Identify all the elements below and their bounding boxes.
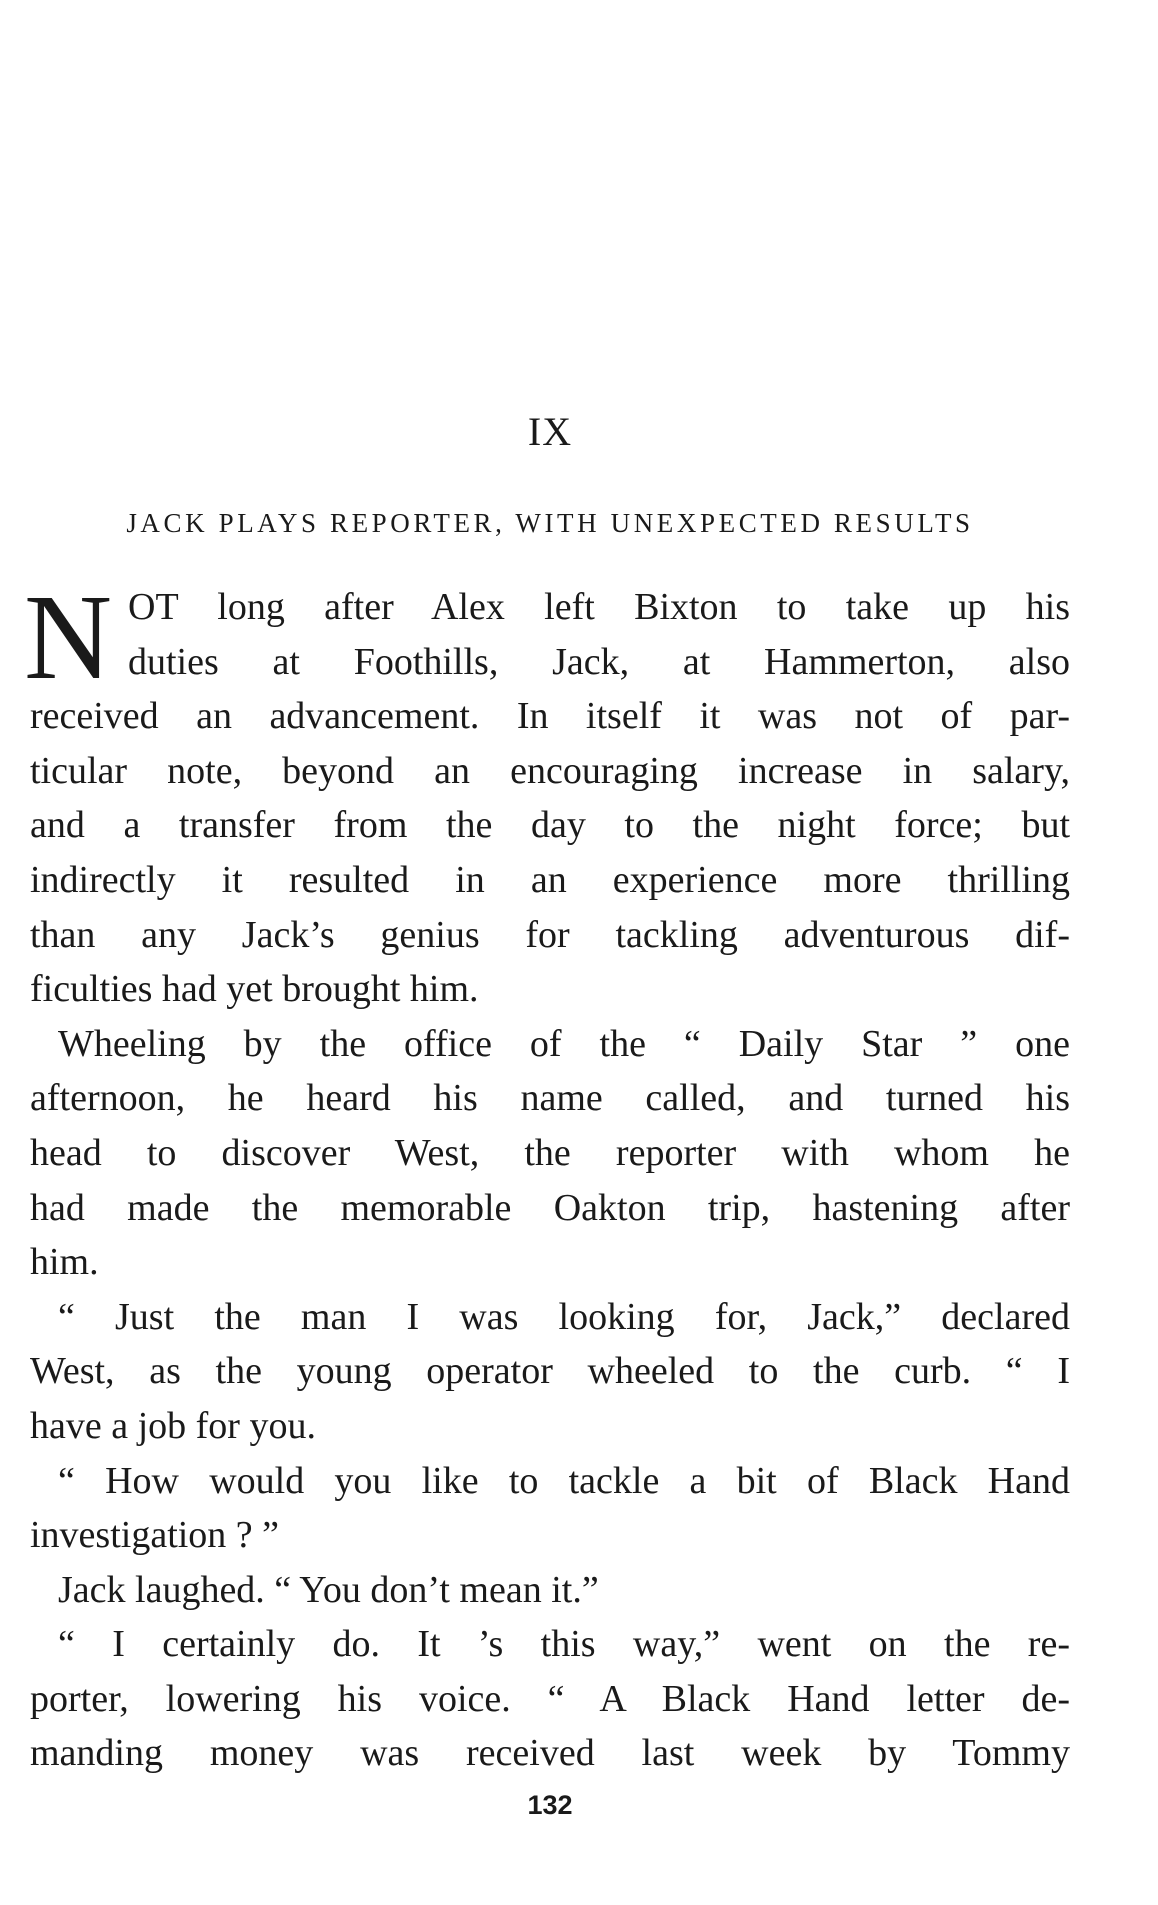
text-line: duties at Foothills, Jack, at Hammerton, also bbox=[128, 640, 1070, 683]
drop-cap: N bbox=[24, 570, 113, 705]
chapter-number: IX bbox=[527, 409, 573, 454]
text-line: received an advancement. In itself it was not of par- bbox=[30, 695, 1070, 738]
text-line: ficulties had yet brought him. bbox=[30, 968, 479, 1011]
text-line: Jack laughed. “ You don’t mean it.” bbox=[58, 1568, 599, 1611]
text-line: ticular note, beyond an encouraging increase in salary, bbox=[30, 749, 1070, 792]
text-line: Wheeling by the office of the “ Daily Star ” one bbox=[58, 1022, 1070, 1065]
opening-paragraph bbox=[24, 570, 1070, 1017]
book-page bbox=[24, 0, 1070, 1905]
text-line: indirectly it resulted in an experience more thrilling bbox=[30, 858, 1070, 901]
text-line: investigation ? ” bbox=[30, 1514, 280, 1557]
text-line: “ How would you like to tackle a bit of Black Hand bbox=[58, 1459, 1070, 1502]
page-number: 132 bbox=[527, 1790, 573, 1820]
text-line: head to discover West, the reporter with whom he bbox=[30, 1131, 1070, 1174]
text-line: him. bbox=[30, 1241, 99, 1284]
text-line: have a job for you. bbox=[30, 1404, 316, 1447]
text-line: West, as the young operator wheeled to the curb. “ I bbox=[30, 1350, 1070, 1393]
chapter-text bbox=[24, 570, 1070, 1781]
text-line: porter, lowering his voice. “ A Black Hand letter de- bbox=[30, 1677, 1070, 1720]
text-line: and a transfer from the day to the night force; but bbox=[30, 804, 1070, 847]
text-line: than any Jack’s genius for tackling adventurous dif- bbox=[30, 913, 1070, 956]
text-line: afternoon, he heard his name called, and turned his bbox=[30, 1077, 1070, 1120]
text-line: “ Just the man I was looking for, Jack,” declared bbox=[58, 1295, 1070, 1338]
text-line: OT long after Alex left Bixton to take up his bbox=[128, 586, 1070, 628]
text-line: “ I certainly do. It ’s this way,” went on the re- bbox=[58, 1623, 1070, 1666]
text-line: manding money was received last week by Tommy bbox=[30, 1732, 1070, 1775]
chapter-title: JACK PLAYS REPORTER, WITH UNEXPECTED RESULTS bbox=[126, 508, 974, 538]
text-line: had made the memorable Oakton trip, hastening after bbox=[30, 1186, 1070, 1229]
